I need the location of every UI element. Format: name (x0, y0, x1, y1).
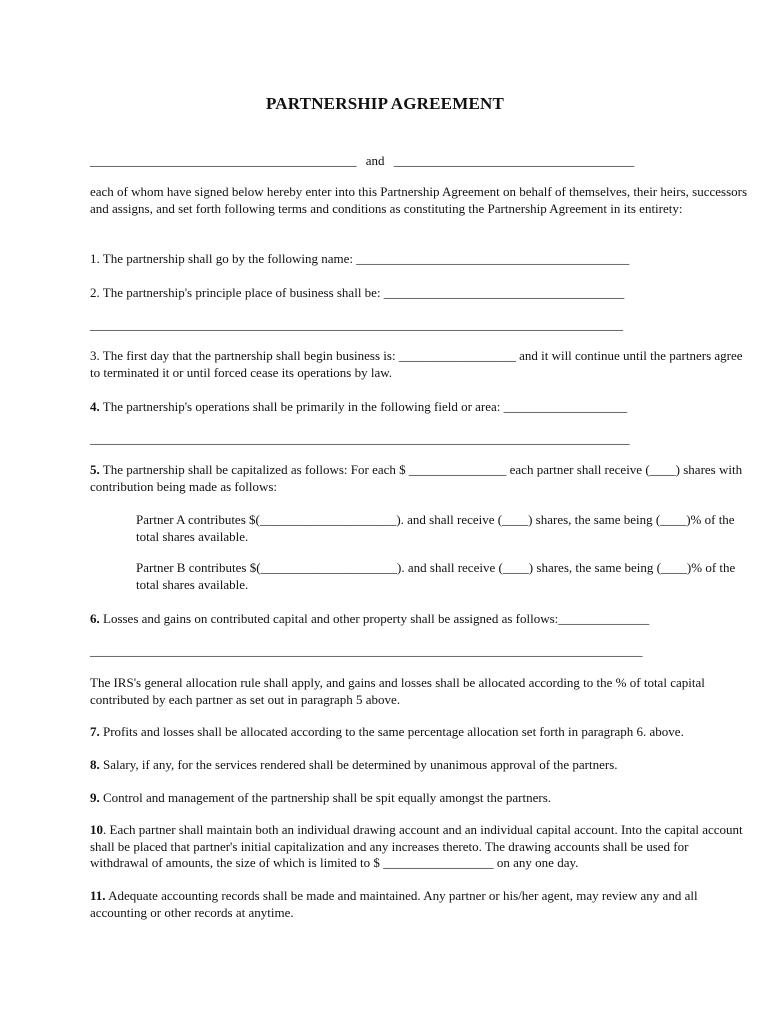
and-text: and (365, 153, 385, 168)
section-4-text: The partnership's operations shall be primarily in the following field or area: ___________________ (99, 399, 628, 414)
section-6-text: Losses and gains on contributed capital and other property shall be assigned as follows:______________ (99, 611, 650, 626)
section-7-profits (90, 724, 750, 741)
section-10-text: . Each partner shall maintain both an individual drawing account and an individual capital account. Into the capital account shall be placed that partner's initial capitalization and any increases thereto. The drawing accounts shall be used for withdrawal of amounts, the size of which is limited to $ _________________ on any one day. (90, 822, 743, 870)
section-5-text: The partnership shall be capitalized as follows: For each $ _______________ each partner shall receive (____) shares with contribution being made as follows: (90, 462, 743, 494)
party-2-blank[interactable]: _____________________________________ (393, 153, 635, 168)
section-2-blank-line[interactable]: __________________________________________________________________________________ (90, 317, 623, 332)
section-3-start-date: 3. The first day that the partnership shall begin business is: __________________ and it will continue until the partners agree to terminated it or until forced cease its operations by law. (90, 348, 743, 380)
intro-paragraph: each of whom have signed below hereby enter into this Partnership Agreement on behalf of themselves, their heirs, successors and assigns, and set forth following terms and conditions as constituting the Partnership Agreement in its entirety: (90, 184, 748, 216)
section-2-place: 2. The partnership's principle place of business shall be: _____________________________________ (90, 285, 625, 300)
section-9-text: Control and management of the partnership shall be spit equally amongst the partners. (99, 790, 552, 805)
section-4-number: 4. (90, 399, 100, 414)
section-11-text: Adequate accounting records shall be made and maintained. Any partner or his/her agent, may review any and all accounting or other records at anytime. (90, 888, 698, 920)
section-9-number: 9. (90, 790, 100, 805)
section-5-capitalization (90, 462, 750, 495)
partner-a-contribution: Partner A contributes $(_____________________). and shall receive (____) shares, the same being (____)% of the total shares available. (136, 512, 735, 544)
section-11-number: 11. (90, 888, 106, 903)
section-11-records (90, 888, 750, 921)
section-7-number: 7. (90, 724, 100, 739)
document-title: PARTNERSHIP AGREEMENT (265, 94, 505, 113)
section-6-losses-gains (90, 610, 649, 627)
section-5-number: 5. (90, 462, 100, 477)
section-6-number: 6. (90, 611, 100, 626)
party-1-blank[interactable]: _________________________________________ (90, 153, 357, 168)
section-10-accounts (90, 822, 750, 872)
irs-allocation-paragraph: The IRS's general allocation rule shall apply, and gains and losses shall be allocated according to the % of total capital contributed by each partner as set out in paragraph 5 above. (90, 675, 705, 707)
parties-line (90, 152, 634, 169)
section-9-control (90, 790, 750, 807)
section-4-field (90, 398, 627, 415)
section-7-text: Profits and losses shall be allocated according to the same percentage allocation set forth in paragraph 6. above. (99, 724, 684, 739)
section-8-number: 8. (90, 757, 100, 772)
partner-b-contribution: Partner B contributes $(_____________________). and shall receive (____) shares, the same being (____)% of the total shares available. (136, 560, 736, 592)
section-1-name: 1. The partnership shall go by the following name: __________________________________________ (90, 251, 630, 266)
section-6-blank-line[interactable]: _____________________________________________________________________________________ (90, 643, 643, 658)
section-4-blank-line[interactable]: ___________________________________________________________________________________ (90, 431, 630, 446)
section-8-text: Salary, if any, for the services rendered shall be determined by unanimous approval of the partners. (99, 757, 618, 772)
section-10-number: 10 (90, 822, 103, 837)
section-8-salary (90, 757, 750, 774)
